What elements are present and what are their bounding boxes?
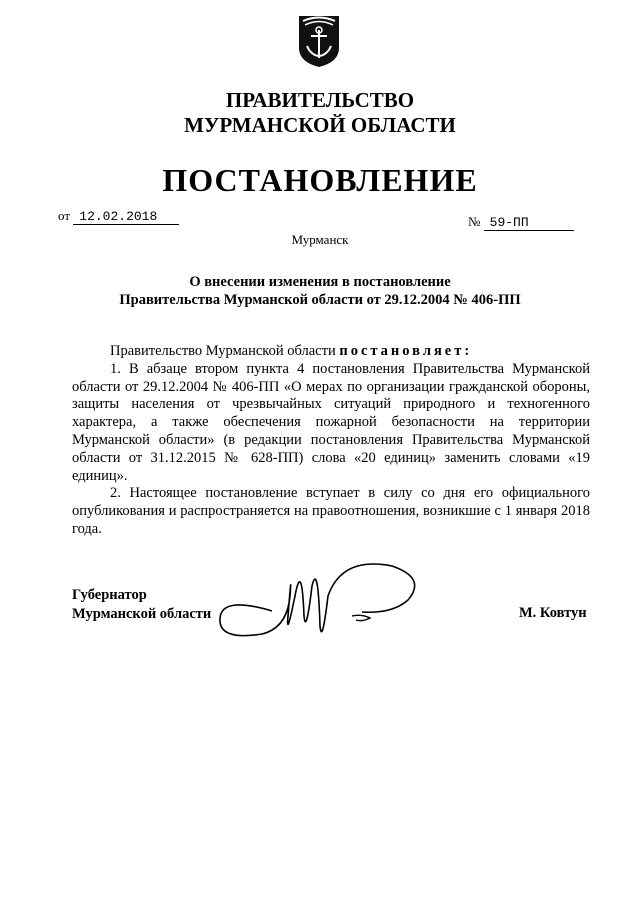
- number-field: [468, 214, 574, 231]
- document-body: [72, 343, 590, 539]
- issuer-line-1: ПРАВИТЕЛЬСТВО: [225, 88, 415, 112]
- signatory-name: М. Ковтун: [519, 605, 587, 621]
- paragraph-1: 1. В абзаце втором пункта 4 постановления Правительства Мурманской области от 29.12.2004 № 406-ПП «О мерах по организации гражданской обороны, защиты населения от чрезвычайных ситуаций природного и техногенного характера, а также обеспечения пожарной безопасности на территории Мурманской области» (в редакции постановления Правительства Мурманской области от 31.12.2015 № 628-ПП) слова «20 единиц» заменить словами «19 единиц».: [72, 360, 590, 484]
- date-field: [58, 208, 179, 225]
- preamble: [72, 343, 590, 361]
- coat-of-arms-icon: [297, 14, 341, 68]
- paragraph-2: 2. Настоящее постановление вступает в силу со дня его официального опубликования и распространяется на правоотношения, возникшие с 1 января 2018 года.: [72, 485, 590, 537]
- document-subject: [0, 273, 640, 309]
- preamble-text: Правительство Мурманской области: [110, 343, 336, 359]
- date-label: от: [58, 208, 71, 223]
- issuer-header: [0, 88, 640, 138]
- preamble-action: постановляет:: [339, 343, 473, 359]
- subject-line-2: Правительства Мурманской области от 29.12.2004 № 406-ПП: [119, 292, 521, 308]
- subject-line-1: О внесении изменения в постановление: [189, 274, 451, 290]
- city: Мурманск: [291, 232, 349, 247]
- signatory-title-line-2: Мурманской области: [72, 606, 212, 622]
- document-type: ПОСТАНОВЛЕНИЕ: [162, 162, 478, 198]
- signatory-title-line-1: Губернатор: [72, 587, 147, 603]
- signatory-title: [72, 586, 211, 624]
- issuer-line-2: МУРМАНСКОЙ ОБЛАСТИ: [184, 113, 456, 137]
- number-label: №: [468, 214, 481, 229]
- number-value: 59-ПП: [484, 216, 574, 231]
- date-value: 12.02.2018: [73, 210, 179, 225]
- handwritten-signature: [212, 556, 442, 656]
